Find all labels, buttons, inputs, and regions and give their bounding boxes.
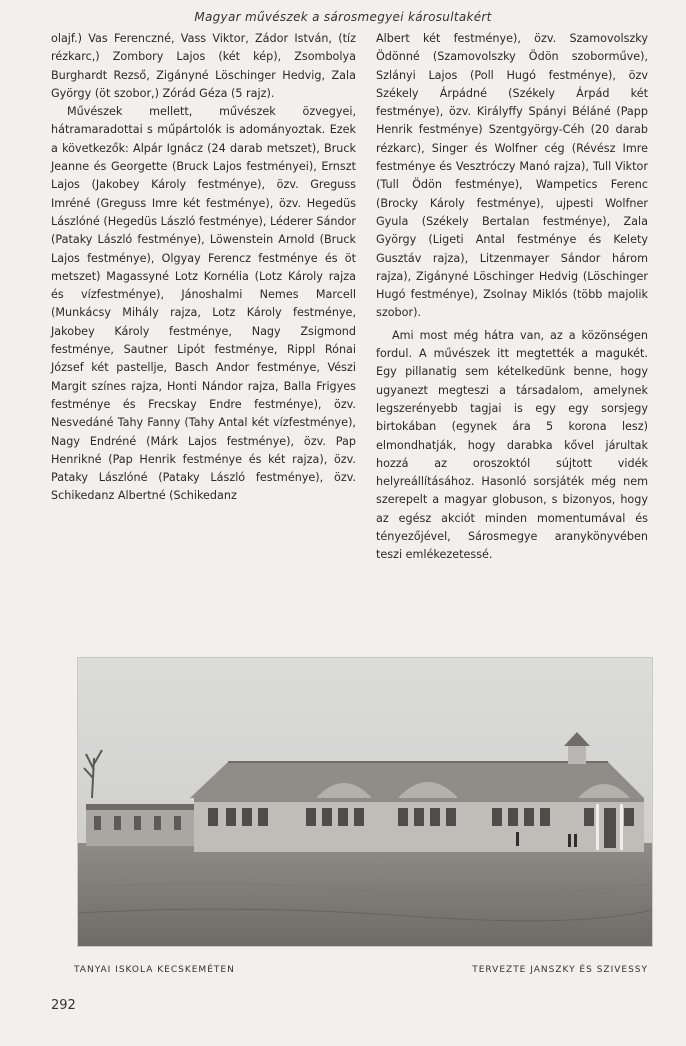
paragraph: Albert két festménye), özv. Szamovolszky Ödönné (Szamovolszky Ödön szoborműve), Szlányi Lajos (Poll Hugó festménye), özv Székely Árpádné (Székely Árpád két festménye), özv. Királyffy Spányi Béláné (Papp Henrik festménye) Szentgyörgy-Céh (20 darab rézkarc), Singer és Wolfner cég (Révész Imre festménye és Vesztróczy Manó rajza), Tull Viktor (Tull Ödön festménye), Wampetics Ferenc (Brocky Károly festménye), ujpesti Wolfner Gyula (Székely Bertalan festménye), Zala György (Ligeti Antal festménye és Kelety Gusztáv rajza), Litzenmayer Sándor három rajza), Zigányné Löschinger Hedvig (Löschinger Hugó festménye), Zsolnay Miklós (több majolik szobor). bbox=[376, 32, 648, 320]
figure-caption-left: TANYAI ISKOLA KECSKEMÉTEN bbox=[74, 965, 235, 975]
figure-caption-right: TERVEZTE JANSZKY ÉS SZIVESSY bbox=[472, 965, 648, 975]
running-header: Magyar művészek a sárosmegyei károsultakért bbox=[194, 10, 492, 24]
text-column-right bbox=[376, 30, 648, 565]
page-number: 292 bbox=[51, 998, 76, 1013]
paragraph: Ami most még hátra van, az a közönségen fordul. A művészek itt megtették a magukét. Egy pillanatig sem kételkedünk benne, hogy ugyanezt megteszi a társadalom, amelynek legszerényebb tagjai is egy egy sorsjegy birtokában (egynek ára 5 korona lesz) elmondhatják, hogy darabka kővel járultak hozzá az oroszoktól sújtott vidék helyreállításához. Hasonló sorsjáték még nem szerepelt a magyar globuson, s bizonyos, hogy az egész akciót minden momentumával és tényezőjével, Sárosmegye aranykönyvében teszi emlékezetessé. bbox=[376, 328, 648, 562]
school-building-photo bbox=[77, 657, 653, 947]
paragraph: Művészek mellett, művészek özvegyei, hátramaradottai s műpártolók is adományoztak. Ezek a következők: Alpár Ignácz (24 darab metszet), Bruck Jeanne és Georgette (Bruck Lajos festményei), Ernszt Lajos (Jakobey Károly festménye), özv. Greguss Imréné (Greguss Imre két festménye), özv. Hegedüs Lászlóné (Hegedüs László festménye), Léderer Sándor (Pataky László festménye), Löwenstein Arnold (Bruck Lajos festménye), Olgyay Ferencz festménye és öt metszet) Magassyné Lotz Kornélia (Lotz Károly rajza és vízfestménye), Jánoshalmi Nemes Marcell (Munkácsy Mihály rajza, Lotz Károly festménye, Jakobey Károly festménye, Nagy Zsigmond festménye, Sautner Lipót festménye, Rippl Rónai József két pastellje, Basch Andor festménye, Vészi Margit színes rajza, Honti Nándor rajza, Balla Frigyes festménye és Frecskay Endre festménye), özv. Nesvedáné Tahy Fanny (Tahy Antal két vízfestménye), Nagy Endréné (Márk Lajos festménye), özv. Pap Henrikné (Pap Henrik festménye és két rajza), özv. Pataky Lászlóné (Pataky László festménye), özv. Schikedanz Albertné (Schikedanz bbox=[51, 105, 356, 503]
text-column-left bbox=[51, 30, 356, 506]
school-building-illustration bbox=[78, 658, 652, 946]
paragraph: olajf.) Vas Ferenczné, Vass Viktor, Zádor István, (tíz rézkarc,) Zombory Lajos (két kép), Zsombolya Burghardt Rezső, Zigányné Löschinger Hedvig, Zala György (öt szobor,) Zórád Géza (5 rajz). bbox=[51, 32, 356, 100]
